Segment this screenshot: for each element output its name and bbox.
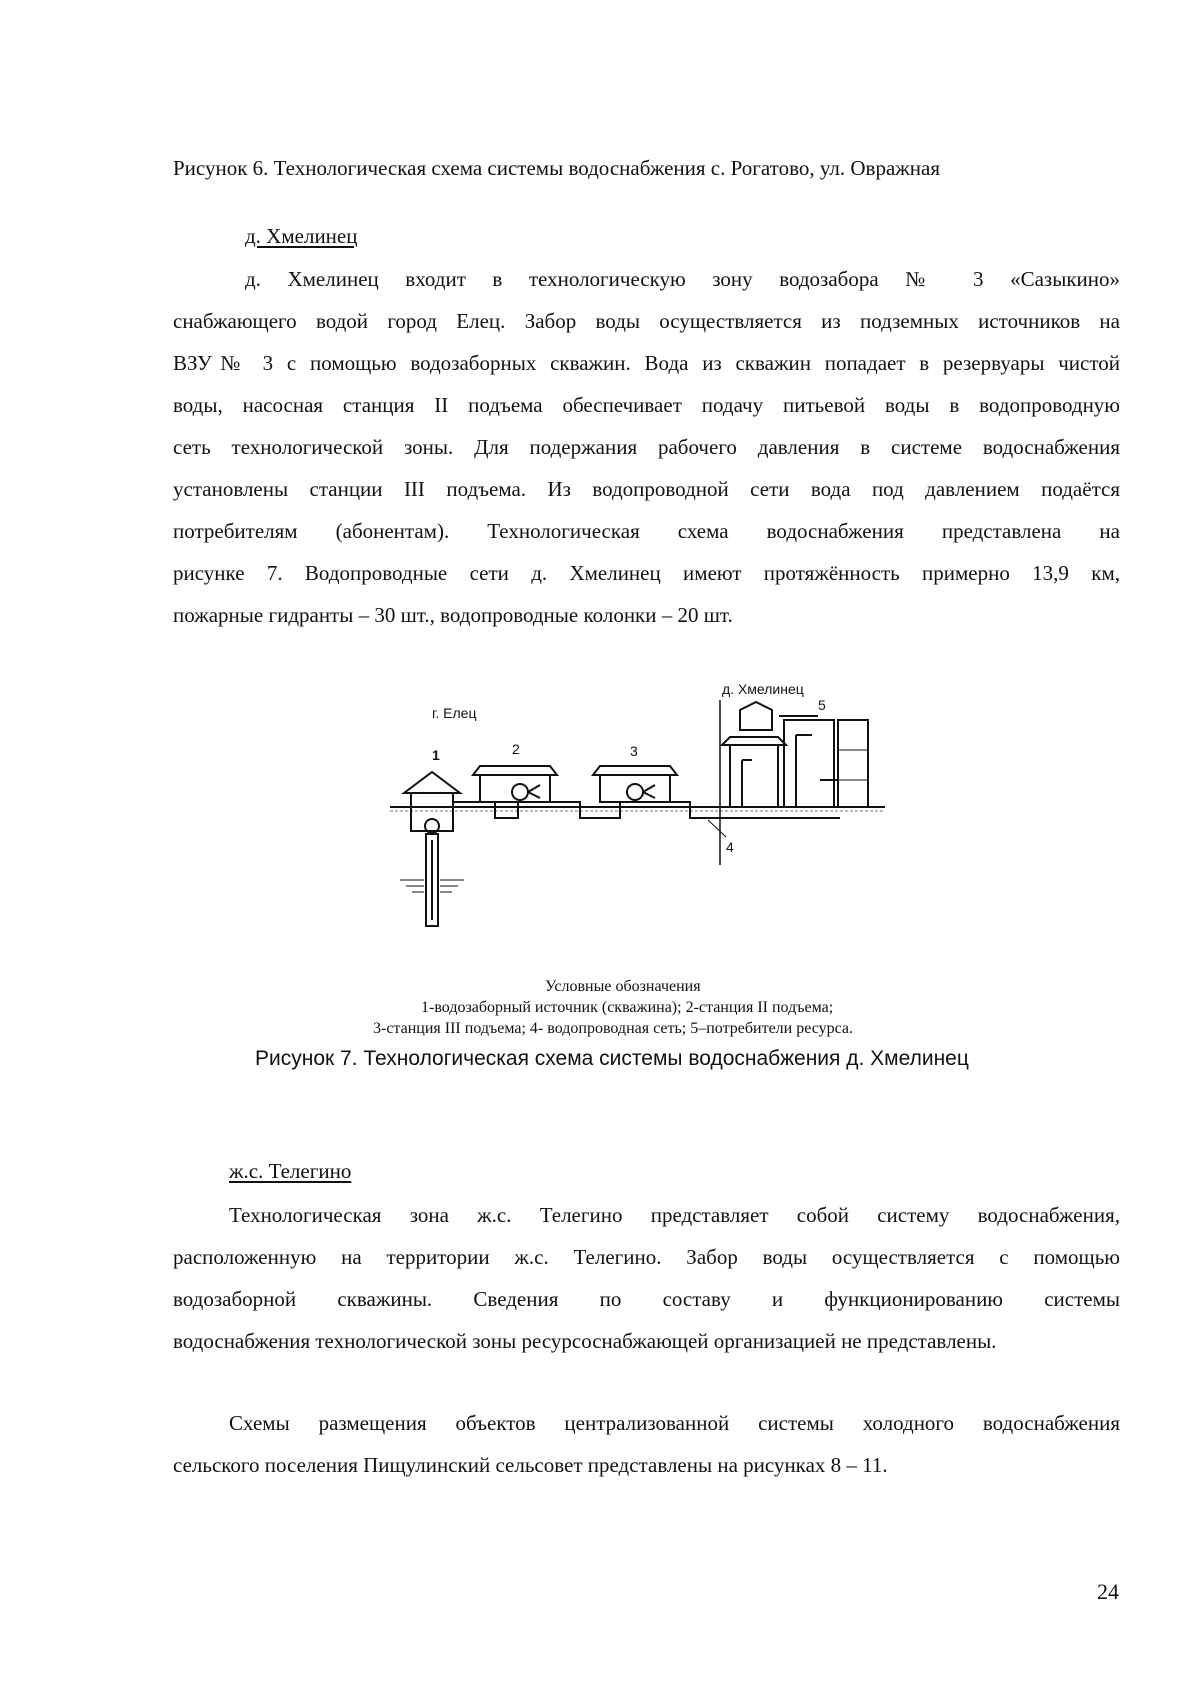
section-heading-telegino: ж.с. Телегино bbox=[229, 1159, 352, 1183]
paragraph-line: ВЗУ№ 3 с помощью водозаборных скважин. Вода из скважин попадает в резервуары чистой bbox=[173, 351, 1120, 375]
section-heading-khmelinets: д. Хмелинец bbox=[245, 224, 358, 248]
well-house-roof bbox=[404, 772, 460, 793]
station-3-pump bbox=[627, 784, 643, 800]
label-5: 5 bbox=[818, 697, 826, 713]
paragraph-line: водозаборной скважины. Сведения по составу и функционированию системы bbox=[173, 1287, 1120, 1311]
consumer-house-1 bbox=[730, 745, 778, 807]
legend-line: 3-станция III подъема; 4- водопроводная сеть; 5–потребители ресурса. bbox=[373, 1020, 853, 1037]
station-2-roof bbox=[473, 766, 557, 775]
paragraph-line: расположенную на территории ж.с. Телегино. Забор воды осуществляется с помощью bbox=[173, 1245, 1120, 1269]
paragraph-line: сеть технологической зоны. Для подержания рабочего давления в системе водоснабжения bbox=[173, 435, 1120, 459]
paragraph-line: снабжающего водой город Елец. Забор воды осуществляется из подземных источников на bbox=[173, 309, 1120, 333]
paragraph-line: рисунке 7. Водопроводные сети д. Хмелинец имеют протяжённость примерно 13,9 км, bbox=[173, 561, 1120, 585]
label-2: 2 bbox=[512, 741, 520, 757]
water-pipe bbox=[453, 802, 840, 818]
paragraph-line: сельского поселения Пищулинский сельсовет представлены на рисунках 8 – 11. bbox=[173, 1453, 888, 1477]
legend-title: Условные обозначения bbox=[545, 978, 701, 995]
figure6-caption: Рисунок 6. Технологическая схема системы водоснабжения с. Рогатово, ул. Овражная bbox=[173, 156, 941, 180]
water-supply-scheme-diagram bbox=[380, 680, 900, 952]
consumer-house-2-roof bbox=[740, 702, 772, 730]
well-house-body bbox=[411, 793, 453, 831]
figure7-caption: Рисунок 7. Технологическая схема системы водоснабжения д. Хмелинец bbox=[255, 1047, 969, 1070]
paragraph-line: д. Хмелинец входит в технологическую зону водозабора № 3 «Сазыкино» bbox=[245, 267, 1120, 291]
label-1: 1 bbox=[432, 747, 440, 763]
paragraph-line: воды, насосная станция II подъема обеспечивает подачу питьевой воды в водопроводную bbox=[173, 393, 1120, 417]
page-number: 24 bbox=[1097, 1579, 1119, 1604]
label-4: 4 bbox=[726, 839, 734, 855]
consumer-house-1-roof bbox=[722, 737, 786, 745]
station-3-roof bbox=[593, 766, 677, 775]
label-village: д. Хмелинец bbox=[722, 681, 804, 697]
paragraph-line: потребителям (абонентам). Технологическая схема водоснабжения представлена на bbox=[173, 519, 1120, 543]
paragraph-line: Технологическая зона ж.с. Телегино представляет собой систему водоснабжения, bbox=[229, 1203, 1120, 1227]
consumer-house-3 bbox=[838, 720, 868, 807]
paragraph-line: Схемы размещения объектов централизованной системы холодного водоснабжения bbox=[229, 1411, 1120, 1435]
legend-line: 1-водозаборный источник (скважина); 2-станция II подъема; bbox=[421, 999, 834, 1016]
paragraph-line: водоснабжения технологической зоны ресурсоснабжающей организацией не представлены. bbox=[173, 1329, 997, 1353]
consumer-house-2 bbox=[784, 720, 834, 807]
station-3-body bbox=[600, 775, 670, 802]
paragraph-line: установлены станции III подъема. Из водопроводной сети вода под давлением подаётся bbox=[173, 477, 1120, 501]
label-city: г. Елец bbox=[432, 705, 477, 721]
label-3: 3 bbox=[630, 743, 638, 759]
station-2-pump bbox=[512, 784, 528, 800]
paragraph-line: пожарные гидранты – 30 шт., водопроводные колонки – 20 шт. bbox=[173, 603, 733, 627]
